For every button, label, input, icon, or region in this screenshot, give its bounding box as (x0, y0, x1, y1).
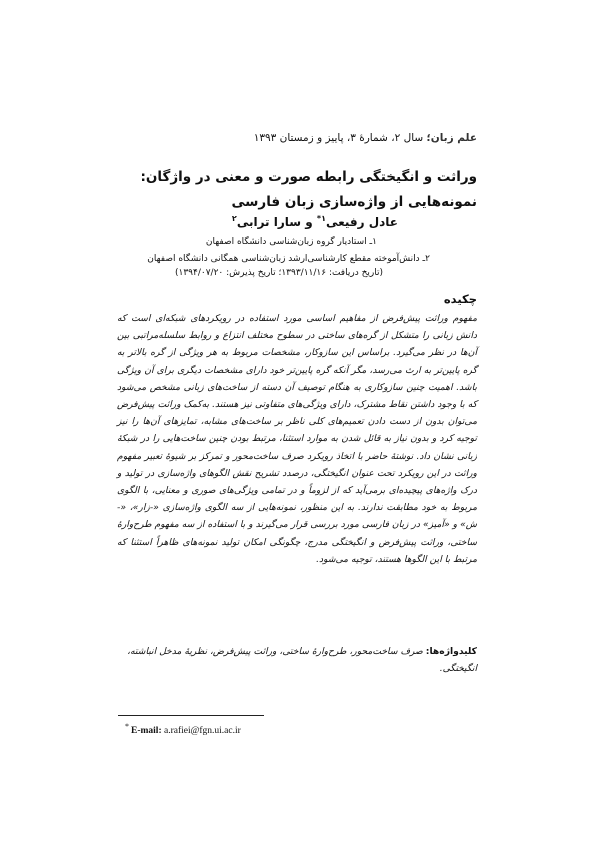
footnote-divider (118, 715, 264, 716)
keywords-label: کلیدواژه‌ها: (425, 646, 477, 657)
author-connector: و (301, 215, 313, 229)
keywords (115, 643, 477, 677)
abstract-body: مفهوم وراثت پیش‌فرض از مفاهیم اساسی مورد استفاده در رویکردهای شبکه‌ای است که دانش زبانی را متشکل از گره‌های ساختی در سطوح مختلف انتزاع و روابط سلسله‌مراتبی بین آن‌ها در نظر می‌گیرد. براساس این سازوکار، مشخصات مربوط به هر ویژگی از گره بالاتر به گره پایین‌تر به ارث می‌رسد، مگر آنکه گره پایین‌تر خود دارای مشخصات دیگری برای آن ویژگی باشد. اهمیت چنین سازوکاری به هنگام توصیف آن دسته از ساخت‌های زبانی مشخص می‌شود که با وجود داشتن نقاط مشترک، دارای ویژگی‌های متفاوتی نیز هستند. به‌کمک وراثت پیش‌فرض می‌توان بدون از دست دادن تعمیم‌های کلی ناظر بر ساخت‌های مشابه، تمایزهای آن‌ها را نیز توجیه کرد و بدون نیاز به قائل شدن به موارد استثنا، مرتبط بودن چنین ساخت‌هایی را در شبکهٔ زبانی نشان داد. نوشتهٔ حاضر با اتخاذ رویکرد صرف ساخت‌محور و تمرکز بر شیوهٔ تعبیر مفهوم وراثت در این رویکرد تحت عنوان انگیختگی، درصدد تشریح نقش الگوهای واژه‌سازی در تولید و درک واژه‌های پیچیده‌ای برمی‌آید که از لزوماً و در تمامی ویژگی‌های صوری و معنایی، با الگوی مربوط به خود مطابقت ندارند. به این منظور، نمونه‌هایی از سه الگوی واژه‌سازی «-زار»، «-ش» و «آمیز» در زبان فارسی مورد بررسی قرار می‌گیرند و با استفاده از سه مفهوم طرح‌وارهٔ ساختی، وراثت پیش‌فرض و انگیختگی مدرج، چگونگی امکان تولید نمونه‌های ظاهراً استثنا که مرتبط با این الگوها هستند، توجیه می‌شود. (117, 313, 477, 565)
received-accepted-dates: (تاریخ دریافت: ۱۳۹۳/۱۱/۱۶؛ تاریخ پذیرش: ۱۳۹۴/۰۷/۲۰) (174, 268, 383, 278)
affiliation-2: ۲ـ دانش‌آموخته مقطع کارشناسی‌ارشد زبان‌شناسی همگانی دانشگاه اصفهان (147, 254, 430, 264)
author-1-marks: ۱* (316, 214, 326, 223)
journal-name: علم زبان؛ (426, 132, 477, 144)
journal-issue: سال ۲، شمارهٔ ۳، پاییز و زمستان ۱۳۹۳ (253, 132, 427, 144)
author-line (232, 214, 398, 229)
abstract-heading: چکیده (443, 292, 477, 306)
author-2-marks: ۲ (231, 214, 237, 223)
author-2-name: سارا ترابی (236, 215, 302, 229)
footnote-email (125, 722, 241, 736)
footnote-email-address: a.rafiei@fgn.ui.ac.ir (161, 726, 241, 737)
footnote-marker: * (125, 722, 129, 731)
affiliation-1: ۱ـ استادیار گروه زبان‌شناسی دانشگاه اصفهان (205, 237, 377, 247)
author-1-name: عادل رفیعی (325, 215, 398, 229)
keywords-text: صرف ساخت‌محور، طرح‌وارهٔ ساختی، وراثت پیش‌فرض، نظریهٔ مدخل انباشته، انگیختگی. (127, 646, 477, 674)
footnote-email-label: E-mail: (131, 726, 162, 737)
journal-header (254, 132, 477, 144)
paper-title: وراثت و انگیختگی رابطه صورت و معنی در واژگان: نمونه‌هایی از واژه‌سازی زبان فارسی (140, 169, 477, 210)
